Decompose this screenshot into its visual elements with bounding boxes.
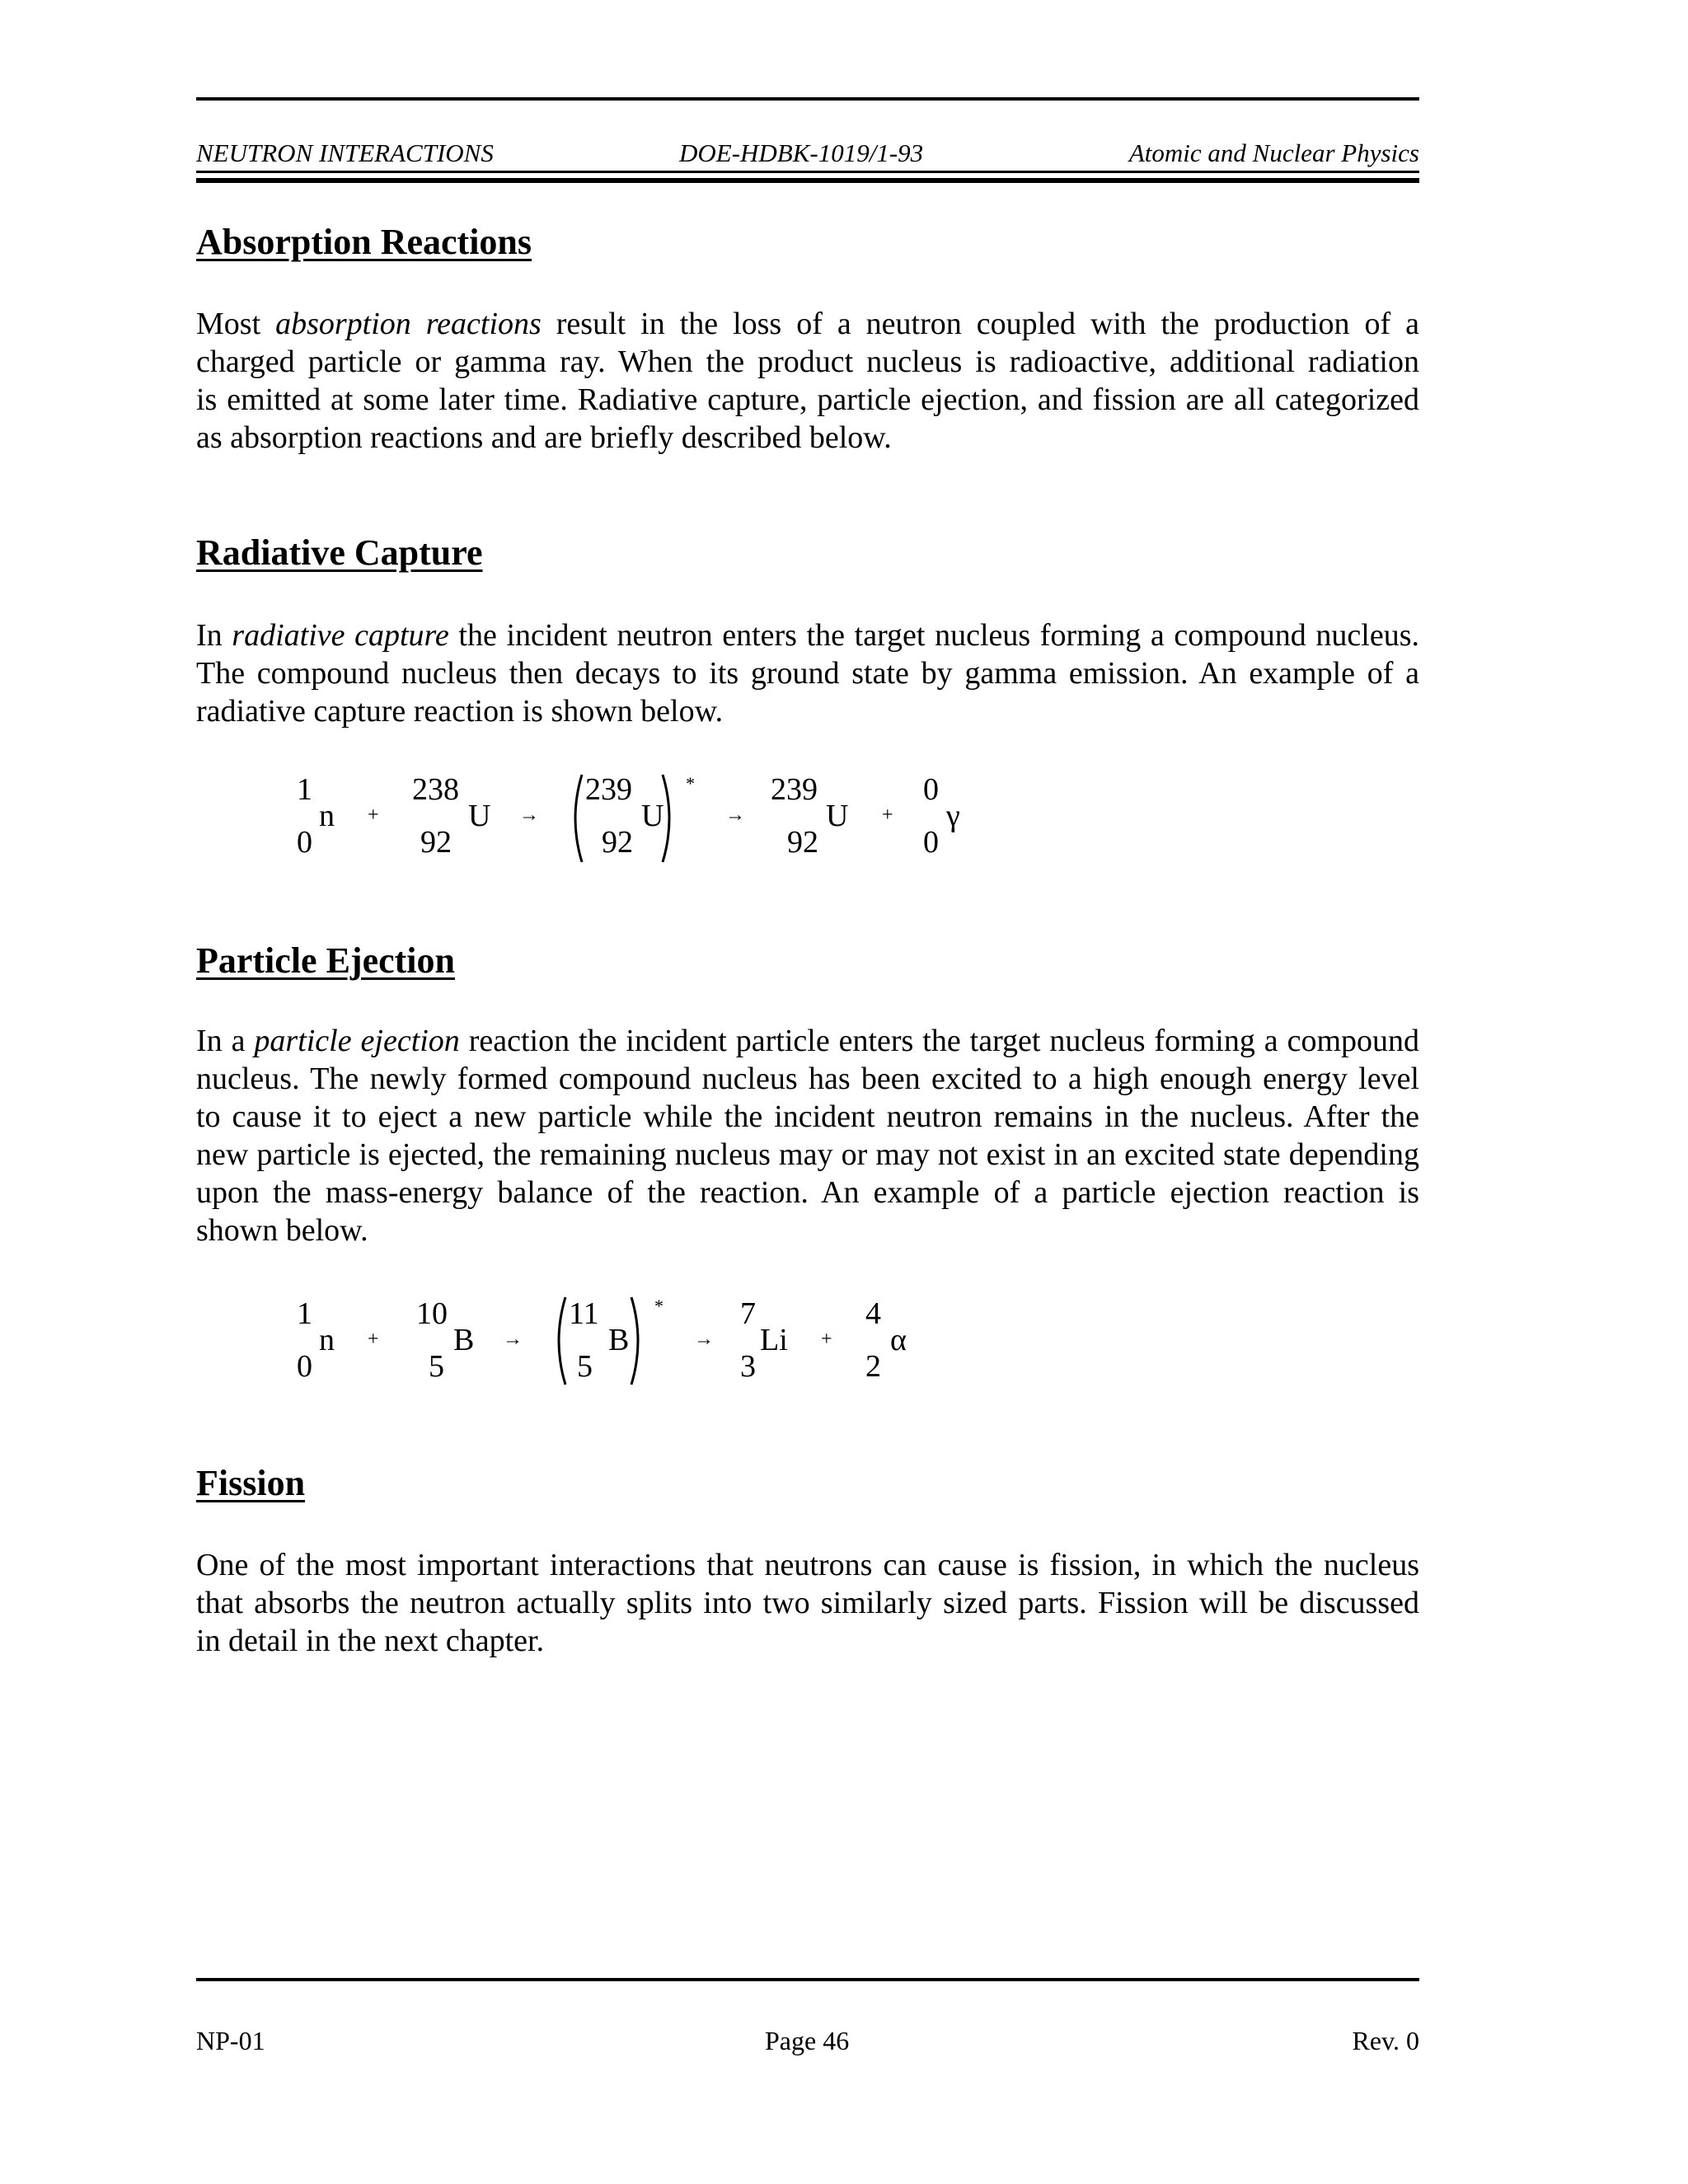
- text-line: Most absorption reactions result in the loss of a neutron coupled with the production of a: [196, 307, 1419, 341]
- footer-module-id: NP-01: [196, 2026, 265, 2055]
- compound-symbol: U: [641, 799, 664, 833]
- neutron-symbol: n: [319, 799, 335, 833]
- product-mass-number: 7: [740, 1296, 756, 1331]
- text-line: as absorption reactions and are briefly described below.: [196, 420, 892, 455]
- plus-sign: +: [368, 804, 379, 826]
- text-line: upon the mass-energy balance of the reaction. An example of a particle ejection reaction is: [196, 1175, 1419, 1210]
- right-parenthesis: [628, 1296, 648, 1386]
- target-atomic-number: 5: [429, 1349, 444, 1384]
- gamma-mass-number: 0: [923, 772, 939, 807]
- text-line: One of the most important interactions that neutrons can cause is fission, in which the nucleus: [196, 1548, 1419, 1582]
- paragraph-radiative-capture: [196, 616, 1419, 730]
- running-header: [196, 138, 1419, 171]
- right-parenthesis: [659, 773, 679, 864]
- left-parenthesis: [549, 1296, 569, 1386]
- alpha-symbol: α: [890, 1323, 907, 1357]
- excited-state-asterisk: *: [654, 1296, 663, 1316]
- text-line: charged particle or gamma ray. When the product nucleus is radioactive, additional radiation: [196, 344, 1419, 379]
- compound-atomic-number: 5: [577, 1349, 593, 1384]
- gamma-atomic-number: 0: [923, 825, 939, 860]
- heading-particle-ejection: Particle Ejection: [196, 940, 455, 981]
- left-parenthesis: [565, 773, 585, 864]
- text-line: In radiative capture the incident neutron enters the target nucleus forming a compound nucleus.: [196, 618, 1420, 653]
- heading-fission: Fission: [196, 1463, 306, 1503]
- text-line: The compound nucleus then decays to its ground state by gamma emission. An example of a: [196, 656, 1419, 691]
- alpha-atomic-number: 2: [865, 1349, 881, 1384]
- footer-rule: [196, 1978, 1419, 1981]
- text-line: shown below.: [196, 1213, 368, 1248]
- text-line: to cause it to eject a new particle while the incident neutron remains in the nucleus. After the: [196, 1099, 1419, 1134]
- neutron-atomic-number: 0: [297, 1349, 312, 1384]
- footer-page-number: Page 46: [765, 2026, 850, 2055]
- arrow: →: [725, 804, 745, 826]
- product-symbol: U: [826, 799, 849, 833]
- product-atomic-number: 92: [787, 825, 818, 860]
- plus-sign: +: [368, 1329, 379, 1350]
- text-line: is emitted at some later time. Radiative capture, particle ejection, and fission are all categorized: [196, 382, 1419, 417]
- neutron-mass-number: 1: [297, 1296, 312, 1331]
- header-chapter-title: NEUTRON INTERACTIONS: [196, 138, 494, 167]
- text-line: radiative capture reaction is shown below.: [196, 694, 724, 729]
- text-line: that absorbs the neutron actually splits into two similarly sized parts. Fission will be discussed: [196, 1586, 1419, 1620]
- header-top-rule: [196, 97, 1419, 101]
- page-footer: [196, 2026, 1419, 2062]
- paragraph-fission: [196, 1546, 1419, 1660]
- heading-absorption-reactions: Absorption Reactions: [196, 222, 532, 262]
- target-symbol: U: [468, 799, 491, 833]
- header-document-number: DOE-HDBK-1019/1-93: [679, 138, 924, 167]
- paragraph-particle-ejection: [196, 1022, 1419, 1249]
- text-line: new particle is ejected, the remaining nucleus may or may not exist in an excited state depending: [196, 1137, 1419, 1172]
- excited-state-asterisk: *: [686, 773, 695, 794]
- compound-mass-number: 11: [569, 1296, 599, 1331]
- compound-atomic-number: 92: [602, 825, 633, 860]
- compound-symbol: B: [608, 1323, 630, 1357]
- alpha-mass-number: 4: [865, 1296, 881, 1331]
- neutron-symbol: n: [319, 1323, 335, 1357]
- arrow: →: [503, 1329, 523, 1350]
- heading-radiative-capture: Radiative Capture: [196, 532, 483, 573]
- header-subject: Atomic and Nuclear Physics: [1128, 138, 1419, 167]
- arrow: →: [519, 804, 539, 826]
- product-atomic-number: 3: [740, 1349, 756, 1384]
- header-bottom-rule-thick: [196, 178, 1419, 183]
- text-line: In a particle ejection reaction the incident particle enters the target nucleus forming a compound: [196, 1024, 1419, 1058]
- target-mass-number: 238: [412, 772, 459, 807]
- target-atomic-number: 92: [420, 825, 452, 860]
- product-symbol: Li: [760, 1323, 788, 1357]
- gamma-symbol: γ: [946, 799, 960, 833]
- plus-sign: +: [821, 1329, 832, 1350]
- text-line: nucleus. The newly formed compound nucleus has been excited to a high enough energy level: [196, 1062, 1419, 1096]
- neutron-mass-number: 1: [297, 772, 312, 807]
- target-symbol: B: [453, 1323, 475, 1357]
- paragraph-absorption-reactions: [196, 305, 1419, 457]
- text-line: in detail in the next chapter.: [196, 1624, 545, 1658]
- arrow: →: [694, 1329, 714, 1350]
- footer-revision: Rev. 0: [1352, 2026, 1419, 2055]
- product-mass-number: 239: [771, 772, 818, 807]
- neutron-atomic-number: 0: [297, 825, 312, 860]
- header-bottom-rule-thin: [196, 171, 1419, 173]
- plus-sign: +: [882, 804, 893, 826]
- target-mass-number: 10: [416, 1296, 448, 1331]
- compound-mass-number: 239: [585, 772, 632, 807]
